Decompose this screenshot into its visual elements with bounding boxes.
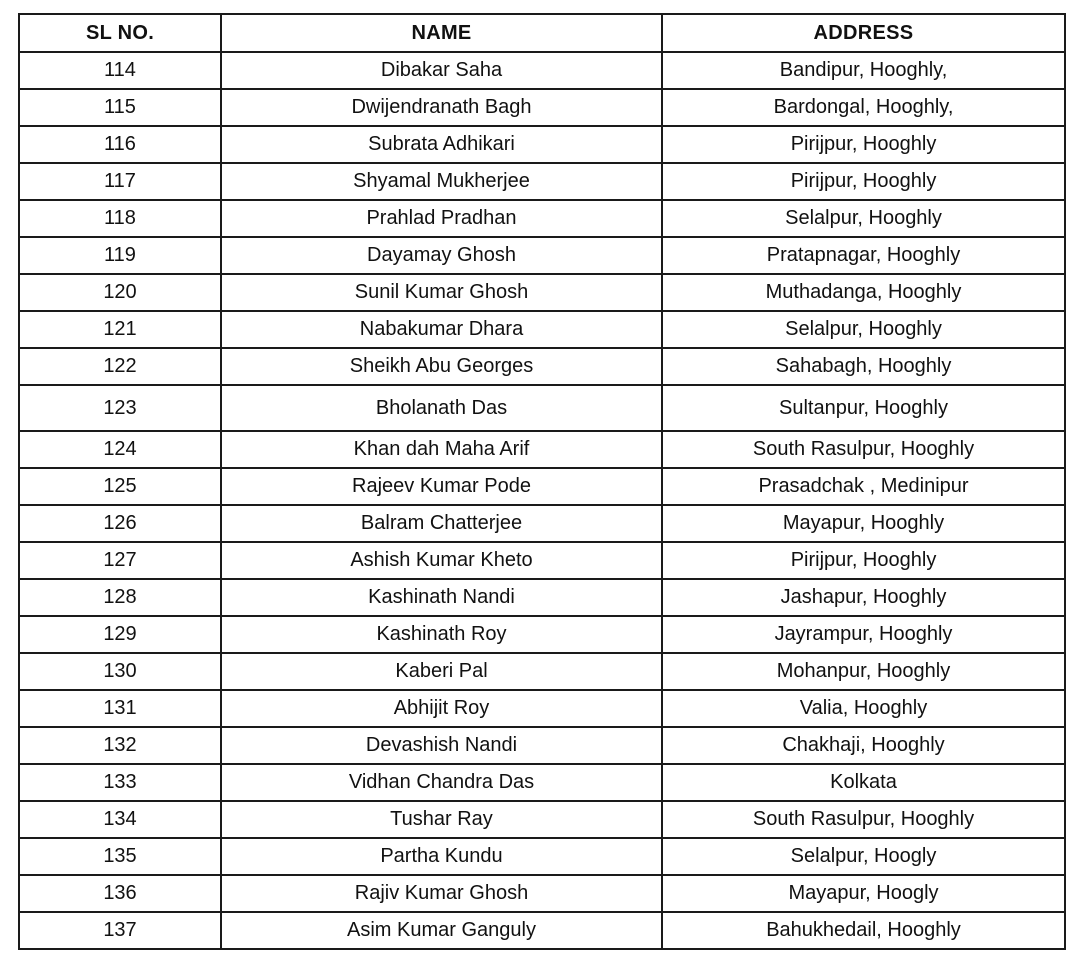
cell-sl-no: 130 [19, 653, 221, 690]
cell-sl-no: 124 [19, 431, 221, 468]
cell-address: South Rasulpur, Hooghly [662, 431, 1065, 468]
cell-sl-no: 114 [19, 52, 221, 89]
table-row [19, 274, 1065, 311]
cell-address: Mayapur, Hooghly [662, 505, 1065, 542]
table-row [19, 348, 1065, 385]
cell-address: Mohanpur, Hooghly [662, 653, 1065, 690]
cell-address: Selalpur, Hooghly [662, 311, 1065, 348]
cell-name: Dibakar Saha [221, 52, 662, 89]
table-row [19, 163, 1065, 200]
cell-address: Jayrampur, Hooghly [662, 616, 1065, 653]
table-row [19, 200, 1065, 237]
cell-sl-no: 135 [19, 838, 221, 875]
cell-sl-no: 132 [19, 727, 221, 764]
cell-name: Subrata Adhikari [221, 126, 662, 163]
cell-address: South Rasulpur, Hooghly [662, 801, 1065, 838]
cell-address: Sultanpur, Hooghly [662, 385, 1065, 431]
cell-name: Abhijit Roy [221, 690, 662, 727]
table-row [19, 52, 1065, 89]
table-row [19, 126, 1065, 163]
table-row [19, 838, 1065, 875]
cell-sl-no: 122 [19, 348, 221, 385]
table-row [19, 89, 1065, 126]
cell-address: Selalpur, Hooghly [662, 200, 1065, 237]
cell-sl-no: 116 [19, 126, 221, 163]
cell-sl-no: 136 [19, 875, 221, 912]
table-row [19, 385, 1065, 431]
cell-sl-no: 126 [19, 505, 221, 542]
cell-name: Sheikh Abu Georges [221, 348, 662, 385]
table-row [19, 505, 1065, 542]
cell-address: Bandipur, Hooghly, [662, 52, 1065, 89]
table-body [19, 52, 1065, 949]
table-row [19, 468, 1065, 505]
cell-sl-no: 120 [19, 274, 221, 311]
header-address: ADDRESS [662, 14, 1065, 52]
cell-address: Prasadchak , Medinipur [662, 468, 1065, 505]
table-row [19, 579, 1065, 616]
cell-sl-no: 137 [19, 912, 221, 949]
table-row [19, 801, 1065, 838]
cell-name: Balram Chatterjee [221, 505, 662, 542]
cell-address: Mayapur, Hoogly [662, 875, 1065, 912]
table-row [19, 616, 1065, 653]
cell-address: Chakhaji, Hooghly [662, 727, 1065, 764]
cell-address: Bahukhedail, Hooghly [662, 912, 1065, 949]
table-row [19, 653, 1065, 690]
cell-address: Sahabagh, Hooghly [662, 348, 1065, 385]
header-name: NAME [221, 14, 662, 52]
cell-sl-no: 133 [19, 764, 221, 801]
header-row [19, 14, 1065, 52]
cell-name: Dayamay Ghosh [221, 237, 662, 274]
cell-name: Khan dah Maha Arif [221, 431, 662, 468]
table-row [19, 727, 1065, 764]
cell-sl-no: 129 [19, 616, 221, 653]
cell-name: Sunil Kumar Ghosh [221, 274, 662, 311]
header-sl-no: SL NO. [19, 14, 221, 52]
cell-address: Selalpur, Hoogly [662, 838, 1065, 875]
cell-name: Asim Kumar Ganguly [221, 912, 662, 949]
cell-name: Prahlad Pradhan [221, 200, 662, 237]
cell-address: Pratapnagar, Hooghly [662, 237, 1065, 274]
cell-sl-no: 127 [19, 542, 221, 579]
member-table [18, 13, 1066, 950]
cell-sl-no: 134 [19, 801, 221, 838]
cell-name: Nabakumar Dhara [221, 311, 662, 348]
cell-sl-no: 121 [19, 311, 221, 348]
cell-name: Ashish Kumar Kheto [221, 542, 662, 579]
cell-address: Pirijpur, Hooghly [662, 542, 1065, 579]
cell-name: Dwijendranath Bagh [221, 89, 662, 126]
table-row [19, 542, 1065, 579]
table-row [19, 237, 1065, 274]
cell-address: Muthadanga, Hooghly [662, 274, 1065, 311]
cell-name: Kashinath Roy [221, 616, 662, 653]
table-row [19, 875, 1065, 912]
cell-sl-no: 115 [19, 89, 221, 126]
cell-sl-no: 123 [19, 385, 221, 431]
cell-name: Kaberi Pal [221, 653, 662, 690]
cell-name: Partha Kundu [221, 838, 662, 875]
cell-sl-no: 131 [19, 690, 221, 727]
table-row [19, 311, 1065, 348]
cell-name: Vidhan Chandra Das [221, 764, 662, 801]
cell-name: Tushar Ray [221, 801, 662, 838]
cell-address: Bardongal, Hooghly, [662, 89, 1065, 126]
table-header [19, 14, 1065, 52]
cell-name: Shyamal Mukherjee [221, 163, 662, 200]
cell-address: Kolkata [662, 764, 1065, 801]
cell-name: Rajeev Kumar Pode [221, 468, 662, 505]
table-row [19, 912, 1065, 949]
cell-address: Pirijpur, Hooghly [662, 126, 1065, 163]
cell-name: Bholanath Das [221, 385, 662, 431]
cell-sl-no: 119 [19, 237, 221, 274]
cell-sl-no: 128 [19, 579, 221, 616]
table-row [19, 690, 1065, 727]
cell-address: Valia, Hooghly [662, 690, 1065, 727]
cell-sl-no: 118 [19, 200, 221, 237]
cell-address: Pirijpur, Hooghly [662, 163, 1065, 200]
cell-sl-no: 117 [19, 163, 221, 200]
table-row [19, 431, 1065, 468]
cell-sl-no: 125 [19, 468, 221, 505]
cell-address: Jashapur, Hooghly [662, 579, 1065, 616]
cell-name: Rajiv Kumar Ghosh [221, 875, 662, 912]
cell-name: Devashish Nandi [221, 727, 662, 764]
cell-name: Kashinath Nandi [221, 579, 662, 616]
table-row [19, 764, 1065, 801]
